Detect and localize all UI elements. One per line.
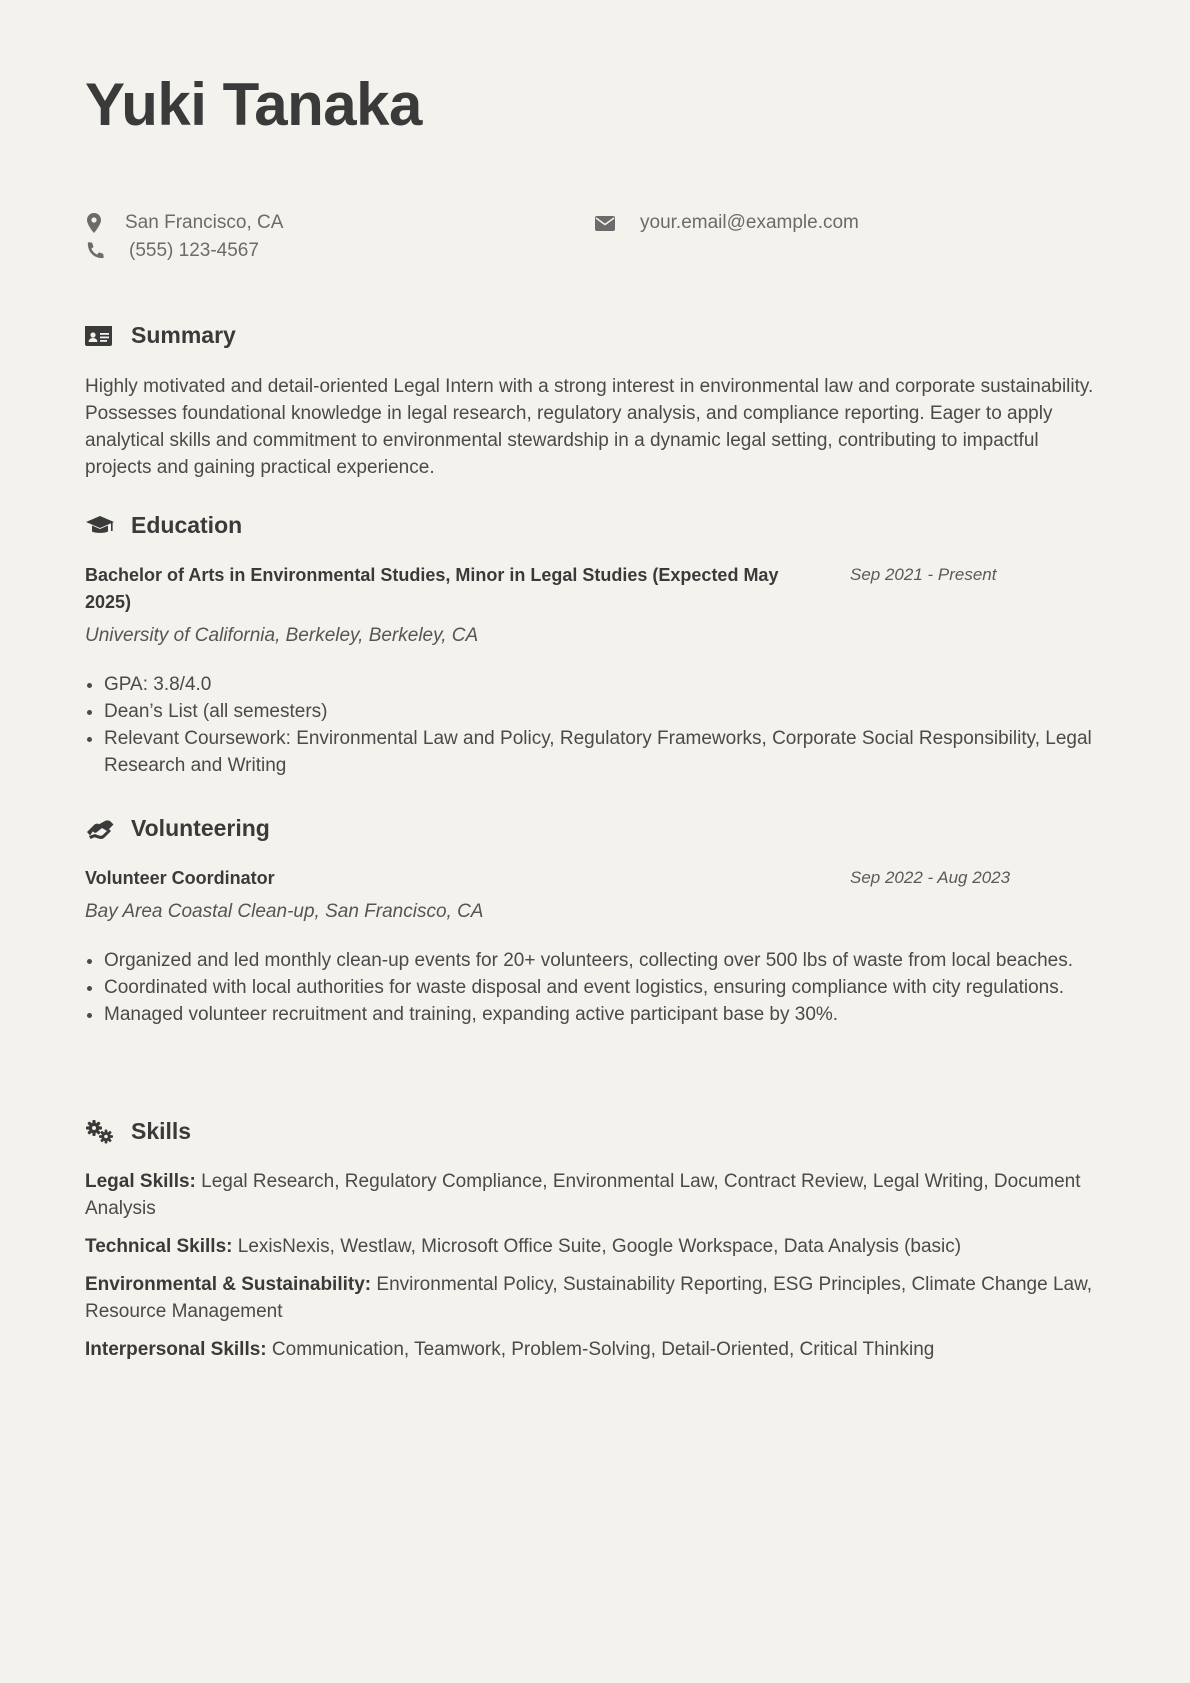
list-item: Relevant Coursework: Environmental Law and Policy, Regulatory Frameworks, Corporate Social Responsibility, Legal Research and Writing bbox=[85, 725, 1100, 779]
phone-icon bbox=[85, 241, 105, 261]
skill-value: LexisNexis, Westlaw, Microsoft Office Suite, Google Workspace, Data Analysis (basic) bbox=[237, 1236, 962, 1257]
list-item: GPA: 3.8/4.0 bbox=[85, 671, 1100, 698]
skills-title: Skills bbox=[131, 1118, 192, 1144]
candidate-name: Yuki Tanaka bbox=[85, 71, 422, 138]
hands-helping-icon bbox=[85, 816, 115, 842]
skill-label: Technical Skills: bbox=[85, 1236, 233, 1257]
list-item: Dean’s List (all semesters) bbox=[85, 698, 1100, 725]
skill-line-legal bbox=[85, 1168, 1100, 1222]
education-title: Education bbox=[131, 512, 243, 538]
volunteer-org: Bay Area Coastal Clean-up, San Francisco, CA bbox=[85, 901, 484, 922]
summary-heading bbox=[85, 322, 236, 349]
volunteering-bullets bbox=[85, 947, 1100, 1028]
id-card-icon bbox=[85, 323, 115, 349]
map-marker-icon bbox=[85, 213, 103, 233]
skill-label: Interpersonal Skills: bbox=[85, 1339, 267, 1360]
skill-label: Legal Skills: bbox=[85, 1171, 196, 1192]
email-link[interactable]: your.email@example.com bbox=[640, 212, 859, 233]
school-name: University of California, Berkeley, Berkeley, CA bbox=[85, 625, 479, 646]
skill-line-interpersonal bbox=[85, 1336, 1100, 1363]
education-dates: Sep 2021 - Present bbox=[850, 565, 997, 584]
cogs-icon bbox=[85, 1119, 115, 1145]
skill-value: Legal Research, Regulatory Compliance, Environmental Law, Contract Review, Legal Writing, Document Analysis bbox=[85, 1171, 1081, 1219]
skill-value: Communication, Teamwork, Problem-Solving, Detail-Oriented, Critical Thinking bbox=[271, 1339, 935, 1360]
skill-line-environmental bbox=[85, 1271, 1100, 1325]
volunteering-heading bbox=[85, 815, 270, 842]
list-item: Organized and led monthly clean-up events for 20+ volunteers, collecting over 500 lbs of waste from local beaches. bbox=[85, 947, 1100, 974]
list-item: Coordinated with local authorities for waste disposal and event logistics, ensuring compliance with city regulations. bbox=[85, 974, 1100, 1001]
contact-location bbox=[85, 212, 283, 234]
phone-text: (555) 123-4567 bbox=[129, 240, 259, 261]
contact-email bbox=[595, 212, 859, 234]
volunteering-title: Volunteering bbox=[131, 815, 270, 841]
summary-text: Highly motivated and detail-oriented Legal Intern with a strong interest in environmental law and corporate sustainability. Possesses foundational knowledge in legal research, regulatory analysis, and compliance reporting. Eager to apply analytical skills and commitment to environmental stewardship in a dynamic legal setting, contributing to impactful projects and gaining practical experience. bbox=[85, 376, 1094, 478]
contact-phone bbox=[85, 240, 259, 262]
skill-label: Environmental & Sustainability: bbox=[85, 1274, 372, 1295]
graduation-cap-icon bbox=[85, 513, 115, 539]
skill-line-technical bbox=[85, 1233, 1100, 1260]
list-item: Managed volunteer recruitment and training, expanding active participant base by 30%. bbox=[85, 1001, 1100, 1028]
envelope-icon bbox=[595, 213, 615, 233]
education-heading bbox=[85, 512, 242, 539]
summary-title: Summary bbox=[131, 322, 236, 348]
location-text: San Francisco, CA bbox=[125, 212, 284, 233]
skills-heading bbox=[85, 1118, 191, 1145]
volunteer-role: Volunteer Coordinator bbox=[85, 868, 275, 888]
degree-title: Bachelor of Arts in Environmental Studies, Minor in Legal Studies (Expected May 2025) bbox=[85, 565, 779, 612]
education-bullets bbox=[85, 671, 1100, 779]
volunteering-dates: Sep 2022 - Aug 2023 bbox=[850, 868, 1011, 887]
skill-value: Environmental Policy, Sustainability Reporting, ESG Principles, Climate Change Law, Resource Management bbox=[85, 1274, 1093, 1322]
